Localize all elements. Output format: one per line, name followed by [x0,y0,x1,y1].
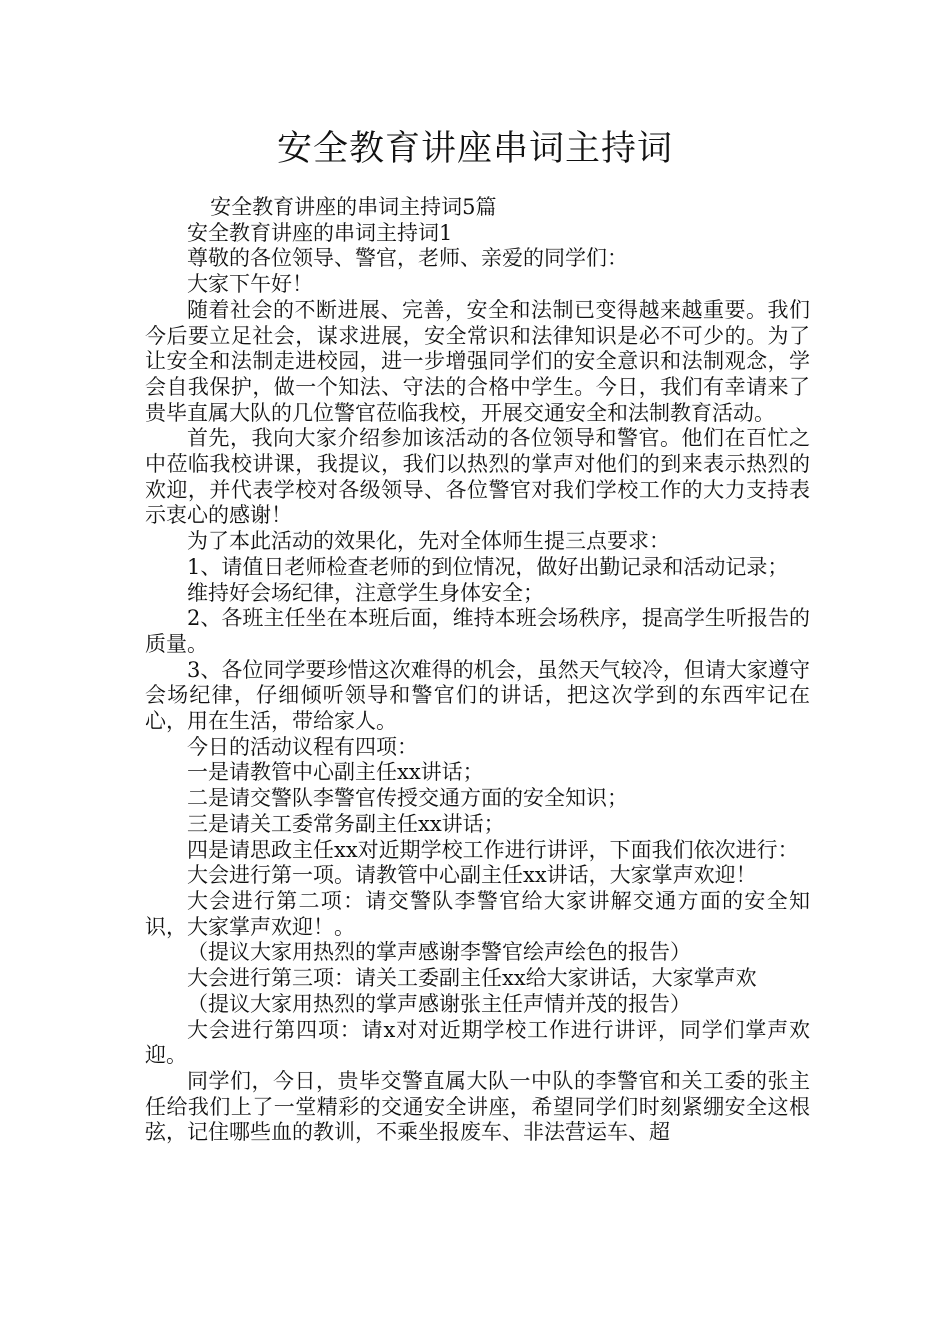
greeting-paragraph: 尊敬的各位领导、警官，老师、亲爱的同学们： [187,246,628,271]
meeting-step: 大会进行第一项。请教管中心副主任xx讲话，大家掌声欢迎！ [187,863,757,888]
body-paragraph: 为了本此活动的效果化，先对全体师生提三点要求： [187,529,670,554]
requirement-item: 维持好会场纪律，注意学生身体安全； [187,580,544,605]
subtitle-paragraph: 安全教育讲座的串词主持词5篇 [210,195,497,219]
agenda-item: 一是请教管中心副主任xx讲话； [187,760,484,785]
agenda-heading: 今日的活动议程有四项： [187,734,418,759]
meeting-step: 大会进行第四项：请x对对近期学校工作进行讲评，同学们掌声欢迎。 [145,1017,810,1068]
meeting-step: 大会进行第三项：请关工委副主任xx给大家讲话，大家掌声欢 [187,966,757,991]
greeting-paragraph: 大家下午好！ [187,272,313,297]
agenda-item: 三是请关工委常务副主任xx讲话； [187,811,505,836]
requirement-item: 3、各位同学要珍惜这次难得的机会，虽然天气较冷，但请大家遵守会场纪律，仔细倾听领导和警官们的讲话，把这次学到的东西牢记在心，用在生活，带给家人。 [145,657,810,734]
agenda-item: 二是请交警队李警官传授交通方面的安全知识； [187,786,628,811]
document-title: 安全教育讲座串词主持词 [276,129,673,169]
requirement-item: 2、各班主任坐在本班后面，维持本班会场秩序，提高学生听报告的质量。 [145,606,810,656]
closing-paragraph: 同学们，今日，贵毕交警直属大队一中队的李警官和关工委的张主任给我们上了一堂精彩的交通安全讲座，希望同学们时刻紧绷安全这根弦，记住哪些血的教训，不乘坐报废车、非法营运车、超 [145,1068,810,1145]
meeting-step: 大会进行第二项：请交警队李警官给大家讲解交通方面的安全知识，大家掌声欢迎！。 [145,888,810,939]
requirement-item: 1、请值日老师检查老师的到位情况，做好出勤记录和活动记录； [187,554,789,579]
meeting-note: （提议大家用热烈的掌声感谢张主任声情并茂的报告） [187,991,691,1016]
body-paragraph: 随着社会的不断进展、完善，安全和法制已变得越来越重要。我们今后要立足社会，谋求进展，安全常识和法律知识是必不可少的。为了让安全和法制走进校园，进一步增强同学们的安全意识和法制观念，学会自我保护，做一个知法、守法的合格中学生。今日，我们有幸请来了贵毕直属大队的几位警官莅临我校，开展交通安全和法制教育活动。 [145,297,810,425]
agenda-item: 四是请思政主任xx对近期学校工作进行讲评，下面我们依次进行： [187,837,799,862]
body-paragraph: 首先，我向大家介绍参加该活动的各位领导和警官。他们在百忙之中莅临我校讲课，我提议，我们以热烈的掌声对他们的到来表示热烈的欢迎，并代表学校对各级领导、各位警官对我们学校工作的大力支持表示衷心的感谢！ [145,426,810,528]
meeting-note: （提议大家用热烈的掌声感谢李警官绘声绘色的报告） [187,940,691,965]
section-heading-paragraph: 安全教育讲座的串词主持词1 [187,220,453,245]
document-body [145,195,810,1146]
